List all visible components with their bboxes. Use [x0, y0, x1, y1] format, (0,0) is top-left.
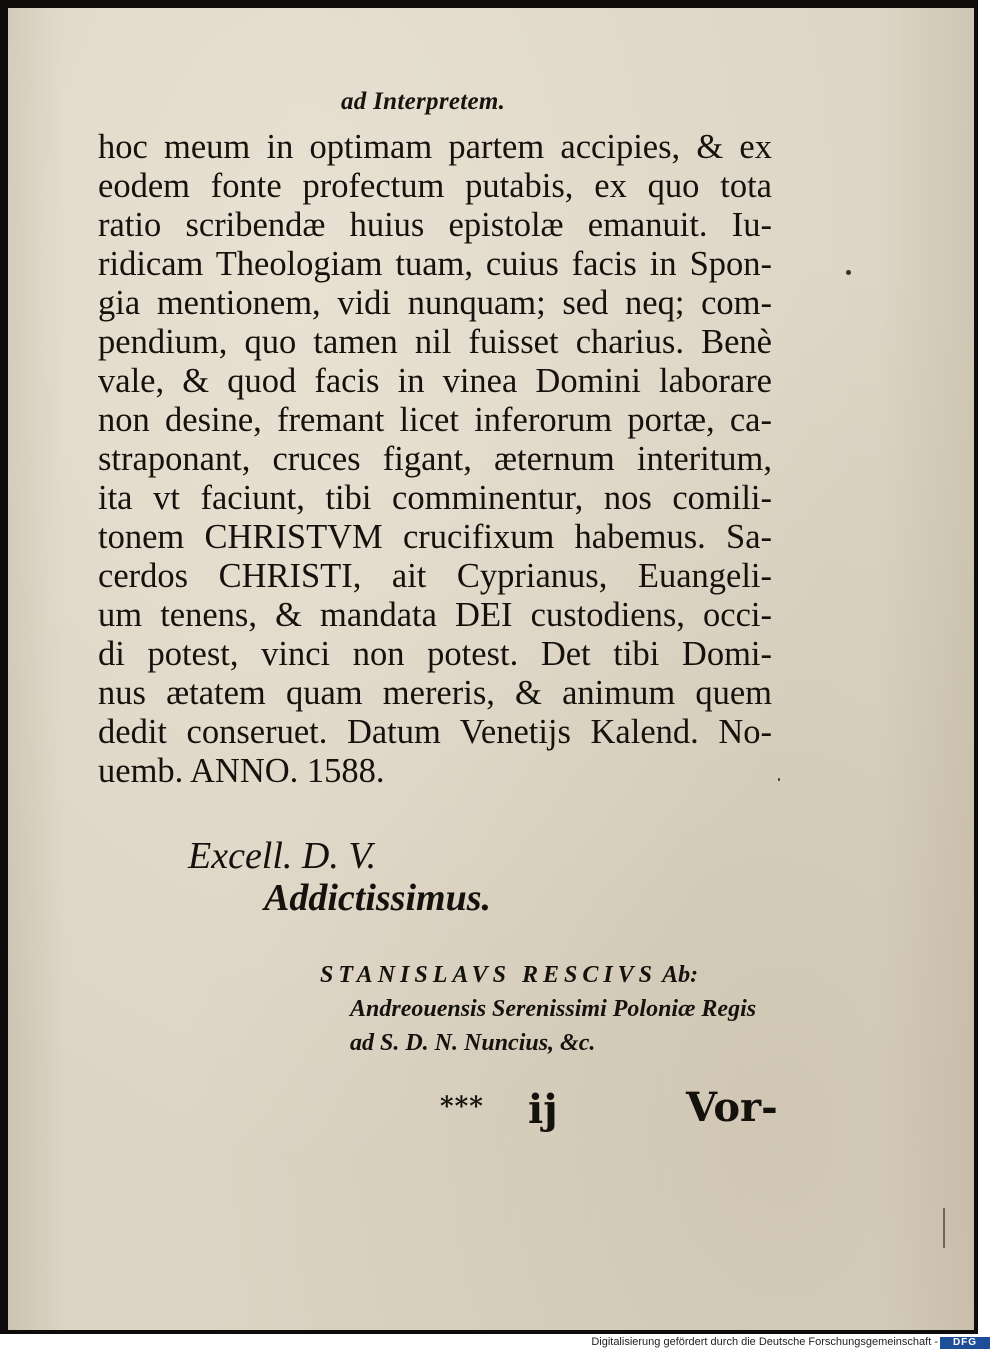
dfg-logo: DFG: [940, 1337, 990, 1349]
body-line: eodem fonte profectum putabis, ex quo tota: [98, 167, 772, 205]
signature-office-line: ad S. D. N. Nuncius, &c.: [350, 1030, 596, 1056]
body-line: gia mentionem, vidi nunquam; sed neq; com-: [98, 284, 772, 322]
body-line: um tenens, & mandata DEI custodiens, occi-: [98, 596, 772, 634]
body-text: [98, 128, 772, 791]
catchword: Vor-: [686, 1084, 778, 1131]
body-line: dedit conseruet. Datum Venetijs Kalend. No-: [98, 713, 772, 751]
digitization-credit: Digitalisierung gefördert durch die Deutsche Forschungsgemeinschaft -: [591, 1336, 938, 1348]
body-line: ridicam Theologiam tuam, cuius facis in Spon-: [98, 245, 772, 283]
body-line: nus ætatem quam mereris, & animum quem: [98, 674, 772, 712]
body-line: straponant, cruces figant, æternum interitum,: [98, 440, 772, 478]
closing-addictissimus: Addictissimus.: [264, 877, 491, 919]
body-line: cerdos CHRISTI, ait Cyprianus, Euangeli-: [98, 557, 772, 595]
signature-block: [320, 958, 790, 1060]
body-line: uemb. ANNO. 1588.: [98, 752, 385, 790]
body-line: tonem CHRISTVM crucifixum habemus. Sa-: [98, 518, 772, 556]
signature-name-tail: Ab:: [662, 962, 699, 988]
closing-salutation: Excell. D. V.: [188, 835, 377, 877]
body-line: vale, & quod facis in vinea Domini laborare: [98, 362, 772, 400]
running-head: ad Interpretem.: [341, 88, 506, 115]
body-line: hoc meum in optimam partem accipies, & ex: [98, 128, 772, 166]
body-line: di potest, vinci non potest. Det tibi Domi-: [98, 635, 772, 673]
book-page: [8, 8, 974, 1330]
signature-mark: ***: [440, 1092, 484, 1122]
signature-number: ij: [528, 1086, 558, 1133]
body-line: ratio scribendæ huius epistolæ emanuit. Iu-: [98, 206, 772, 244]
signature-name: STANISLAVS RESCIVS: [320, 962, 658, 988]
paper-speck: [846, 270, 851, 275]
signature-title-line: Andreouensis Serenissimi Poloniæ Regis: [350, 996, 757, 1022]
body-line: pendium, quo tamen nil fuisset charius. Benè: [98, 323, 772, 361]
body-line: non desine, fremant licet inferorum portæ, ca-: [98, 401, 772, 439]
body-line: ita vt faciunt, tibi comminentur, nos comili-: [98, 479, 772, 517]
signature-name-line: [320, 958, 790, 992]
paper-speck: [778, 778, 780, 781]
paper-edge-mark: [943, 1208, 945, 1248]
